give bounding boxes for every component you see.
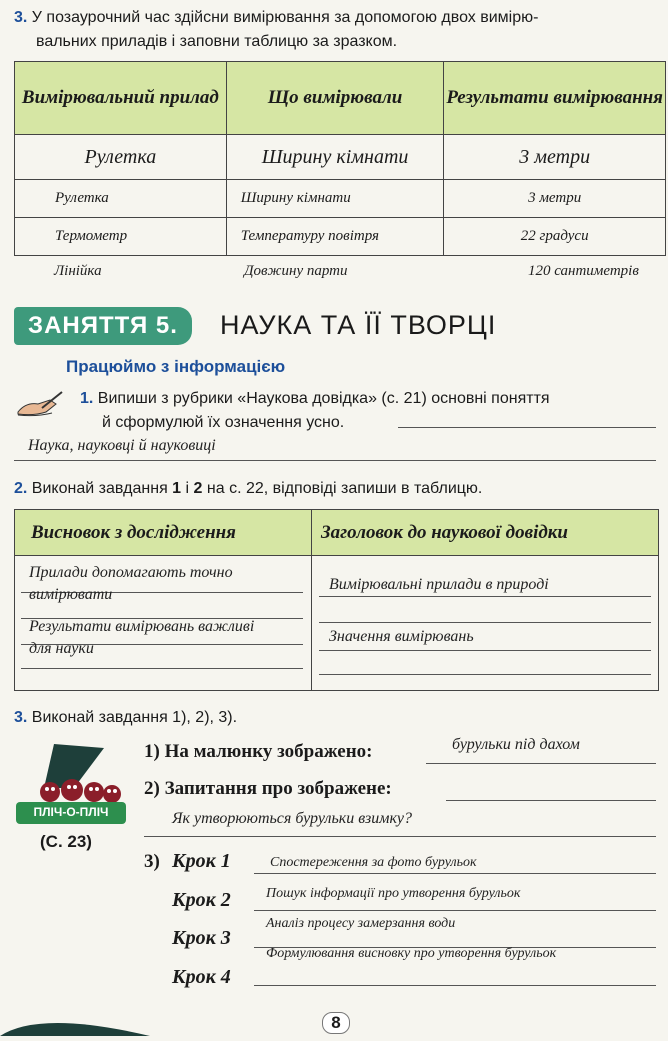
side-by-side-badge [14, 742, 129, 834]
table-cell: Рулетка [15, 135, 227, 180]
task-number: 1. [80, 390, 94, 407]
table-row [15, 218, 666, 256]
task-ref: 2 [193, 480, 203, 497]
lesson-banner: ЗАНЯТТЯ 5. [14, 307, 192, 345]
task3-top-text [14, 6, 664, 54]
question-1-label: 1) На малюнку зображено: [144, 741, 373, 762]
table-cell: Ширину кімнати [226, 135, 444, 180]
page-corner-decoration [0, 1010, 150, 1036]
table-sample-row [15, 135, 666, 180]
conclusions-table [14, 509, 659, 691]
task3-text [14, 709, 237, 727]
step-answer[interactable]: Аналіз процесу замерзання води [266, 916, 456, 931]
table-header-conclusion: Висновок з дослідження [31, 522, 236, 543]
task2-text [14, 480, 482, 498]
step-label: Крок 3 [172, 927, 231, 949]
task-text: Виконай завдання [31, 480, 173, 497]
question-2-answer[interactable]: Як утворюються бурульки взимку? [172, 810, 413, 827]
table-row-extra [244, 263, 348, 280]
task-number: 2. [14, 480, 28, 497]
task-text: і [181, 480, 194, 497]
task1-answer[interactable]: Наука, науковці й науковиці [28, 437, 216, 454]
table-cell[interactable]: 22 градуси [444, 218, 666, 256]
task-text-line2: вальних приладів і заповни таблицю за зразком. [36, 33, 398, 50]
task-number: 3. [14, 709, 28, 726]
table-cell[interactable]: Результати вимірювань важливі [29, 618, 255, 635]
table-cell[interactable]: Довжину парти [244, 263, 348, 279]
table-cell[interactable]: Лінійка [54, 263, 102, 279]
pen-hand-icon [16, 388, 66, 418]
table-row-extra [528, 263, 639, 280]
badge-label: ПЛІЧ-О-ПЛІЧ [33, 805, 109, 819]
measurements-table [14, 61, 666, 256]
table-cell[interactable]: вимірювати [29, 586, 113, 603]
lesson-title: НАУКА ТА ЇЇ ТВОРЦІ [220, 310, 497, 340]
task-text-line1: Випиши з рубрики «Наукова довідка» (с. 21) основні поняття [97, 390, 550, 407]
step-label: Крок 4 [172, 966, 231, 988]
table-cell[interactable]: Термометр [15, 218, 227, 256]
step-label: Крок 2 [172, 889, 231, 911]
table-cell[interactable]: 120 сантиметрів [528, 263, 639, 279]
table-header-title: Заголовок до наукової довідки [321, 522, 568, 543]
table-cell[interactable]: Значення вимірювань [329, 628, 474, 645]
task-text: на с. 22, відповіді запиши в таблицю. [202, 480, 483, 497]
table-row [15, 180, 666, 218]
table-cell: 3 метри [444, 135, 666, 180]
page-reference: (С. 23) [40, 832, 92, 851]
section-heading: Працюймо з інформацією [66, 357, 286, 376]
table-cell[interactable]: для науки [29, 640, 94, 657]
table-cell[interactable]: Рулетка [15, 180, 227, 218]
task-text-line2: й сформулюй їх означення усно. [102, 414, 345, 431]
question-3-label: 3) [144, 851, 160, 872]
question-2-label: 2) Запитання про зображене: [144, 778, 392, 799]
table-cell[interactable]: Температуру повітря [226, 218, 444, 256]
page-number: 8 [322, 1012, 350, 1034]
task-text-line1: У позаурочний час здійсни вимірювання за допомогою двох вимірю- [31, 9, 539, 26]
task-ref: 1 [172, 480, 182, 497]
table-header-what: Що вимірювали [226, 62, 444, 135]
task-text: Виконай завдання 1), 2), 3). [31, 709, 238, 726]
task-number: 3. [14, 9, 28, 26]
table-row-extra [54, 263, 102, 280]
table-cell[interactable]: 3 метри [444, 180, 666, 218]
step-answer[interactable]: Спостереження за фото бурульок [270, 855, 477, 870]
step-label: Крок 1 [172, 850, 231, 872]
table-header-result: Результати вимірювання [444, 62, 666, 135]
table-cell[interactable]: Ширину кімнати [226, 180, 444, 218]
table-cell[interactable]: Вимірювальні прилади в природі [329, 576, 549, 593]
step-answer[interactable]: Формулювання висновку про утворення бурульок [266, 946, 557, 961]
table-cell[interactable]: Прилади допомагають точно [29, 564, 233, 581]
question-1-answer[interactable]: бурульки під дахом [452, 736, 580, 753]
table-header-device: Вимірювальний прилад [15, 62, 227, 135]
step-answer[interactable]: Пошук інформації про утворення бурульок [266, 886, 521, 901]
